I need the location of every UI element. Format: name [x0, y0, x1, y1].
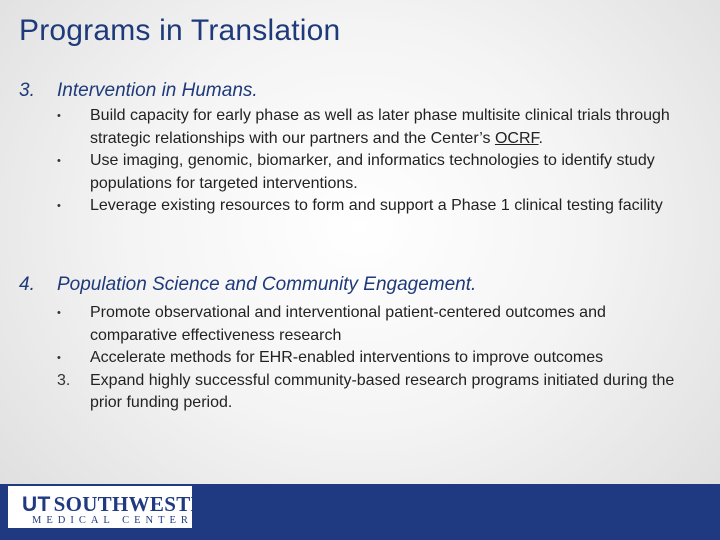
section-number: 3.: [19, 80, 35, 101]
section-heading-intervention: [19, 80, 258, 102]
bullet-text: Leverage existing resources to form and support a Phase 1 clinical testing facility: [90, 197, 663, 214]
list-item: [50, 370, 690, 415]
bullet-text: Expand highly successful community-based research programs initiated during the prior funding period.: [90, 371, 675, 411]
section-number: 4.: [19, 274, 35, 295]
bullet-marker: •: [57, 200, 61, 212]
page-title: Programs in Translation: [19, 14, 341, 47]
bullet-text: Promote observational and interventional patient-centered outcomes and comparative effectiveness research: [90, 304, 606, 344]
logo-ut-mark: UT: [22, 493, 51, 516]
ocrf-link[interactable]: OCRF: [494, 129, 539, 147]
section-heading-population: [19, 274, 476, 296]
list-item: [50, 105, 690, 150]
section-heading-text: Population Science and Community Engagement.: [57, 274, 477, 295]
section-heading-text: Intervention in Humans.: [57, 80, 258, 101]
bullet-text: Accelerate methods for EHR-enabled interventions to improve outcomes: [90, 349, 604, 366]
bullet-marker: •: [57, 352, 61, 364]
list-item: [50, 302, 690, 347]
logo-name: SOUTHWESTERN: [53, 492, 236, 516]
bullet-marker: •: [57, 155, 61, 167]
bullet-text: Build capacity for early phase as well as later phase multisite clinical trials through strategic relationships with our partners and the Center’s OCRF.: [90, 107, 670, 147]
logo-subtitle: MEDICAL CENTER: [32, 515, 193, 526]
bullet-list-intervention: [50, 105, 690, 218]
list-item: [50, 347, 690, 370]
list-item: [50, 150, 690, 195]
bullet-list-population: [50, 302, 690, 415]
utsw-logo: [8, 486, 236, 528]
bullet-marker: •: [57, 307, 61, 319]
bullet-marker: 3.: [57, 371, 71, 389]
footer-bar: [0, 484, 720, 540]
bullet-text: Use imaging, genomic, biomarker, and informatics technologies to identify study populations for targeted interventions.: [90, 152, 655, 192]
bullet-marker: •: [57, 110, 61, 122]
list-item: [50, 195, 690, 218]
